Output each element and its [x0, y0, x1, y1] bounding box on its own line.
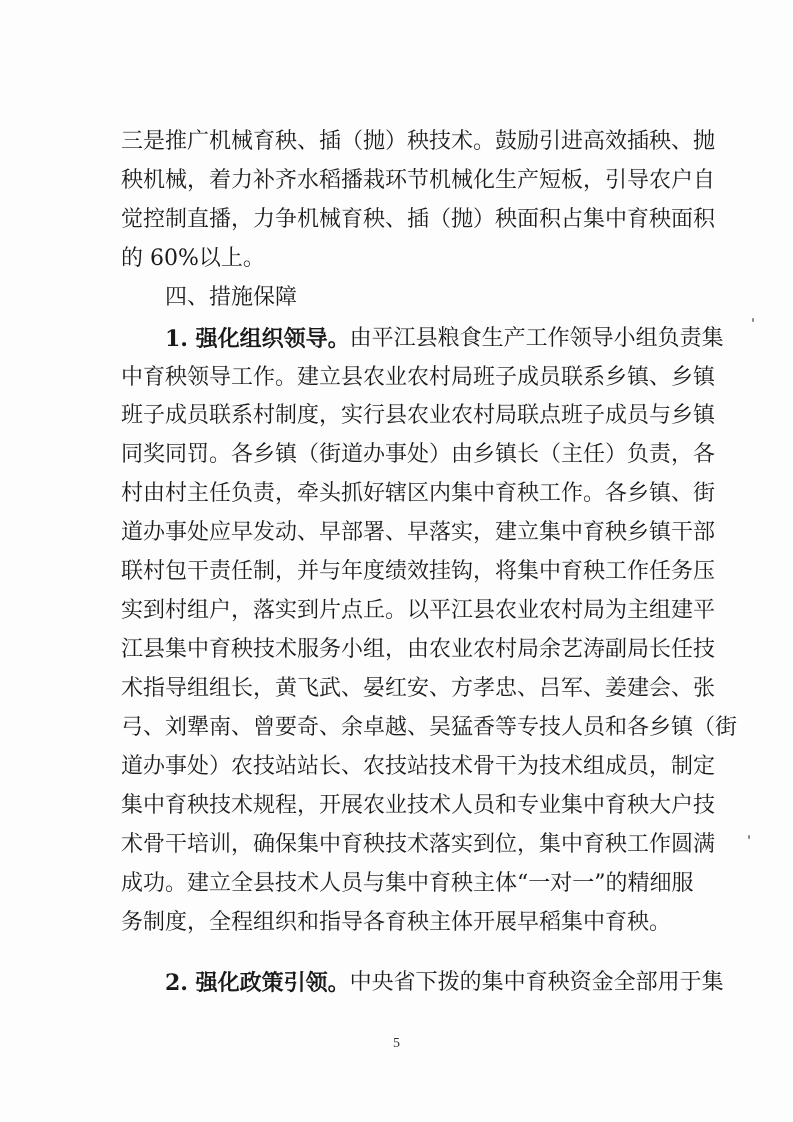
paragraph-line: 联村包干责任制，并与年度绩效挂钩，将集中育秧工作任务压 [121, 559, 716, 584]
paragraph-line: 集中育秧技术规程，开展农业技术人员和专业集中育秧大户技 [121, 793, 716, 818]
item-1-first-line-text: 由平江县粮食生产工作领导小组负责集 [349, 326, 724, 351]
paragraph-line: 秧机械，着力补齐水稻播栽环节机械化生产短板，引导农户自 [121, 168, 716, 193]
paragraph-line: 三是推广机械育秧、插（抛）秧技术。鼓励引进高效插秧、抛 [121, 129, 716, 154]
scan-speck [752, 318, 754, 322]
paragraph-line: 术指导组组长，黄飞武、晏红安、方孝忠、吕军、姜建会、张 [121, 676, 716, 701]
paragraph-line: 道办事处应早发动、早部署、早落实，建立集中育秧乡镇干部 [121, 520, 716, 545]
scan-speck [748, 835, 750, 839]
paragraph-line: 觉控制直播，力争机械育秧、插（抛）秧面积占集中育秧面积 [121, 207, 716, 232]
paragraph-line: 成功。建立全县技术人员与集中育秧主体“一对一”的精细服 [121, 871, 694, 896]
paragraph-line: 班子成员联系村制度，实行县农业农村局联点班子成员与乡镇 [121, 403, 716, 428]
item-2-first-line-text: 中央省下拨的集中育秧资金全部用于集 [349, 970, 724, 995]
section-heading: 四、措施保障 [165, 285, 298, 310]
item-1-title: 1. 强化组织领导。 [165, 326, 350, 352]
paragraph-line: 江县集中育秧技术服务小组，由农业农村局余艺涛副局长任技 [121, 637, 716, 662]
page-number: 5 [393, 1036, 400, 1051]
item-2-first-line [165, 968, 724, 998]
paragraph-line: 同奖同罚。各乡镇（街道办事处）由乡镇长（主任）负责，各 [121, 442, 716, 467]
paragraph-line: 道办事处）农技站站长、农技站技术骨干为技术组成员，制定 [121, 754, 716, 779]
paragraph-line: 术骨干培训，确保集中育秧技术落实到位，集中育秧工作圆满 [121, 832, 716, 857]
item-2-title: 2. 强化政策引领。 [165, 970, 350, 996]
paragraph-line: 实到村组户，落实到片点丘。以平江县农业农村局为主组建平 [121, 598, 716, 623]
item-1-first-line [165, 324, 724, 354]
paragraph-line: 村由村主任负责，牵头抓好辖区内集中育秧工作。各乡镇、街 [121, 481, 716, 506]
paragraph-line: 务制度，全程组织和指导各育秧主体开展早稻集中育秧。 [121, 910, 672, 935]
paragraph-line: 的 60%以上。 [121, 246, 265, 271]
paragraph-line: 中育秧领导工作。建立县农业农村局班子成员联系乡镇、乡镇 [121, 365, 716, 390]
paragraph-line: 弓、刘犟南、曾要奇、余卓越、吴猛香等专技人员和各乡镇（街 [121, 715, 738, 740]
